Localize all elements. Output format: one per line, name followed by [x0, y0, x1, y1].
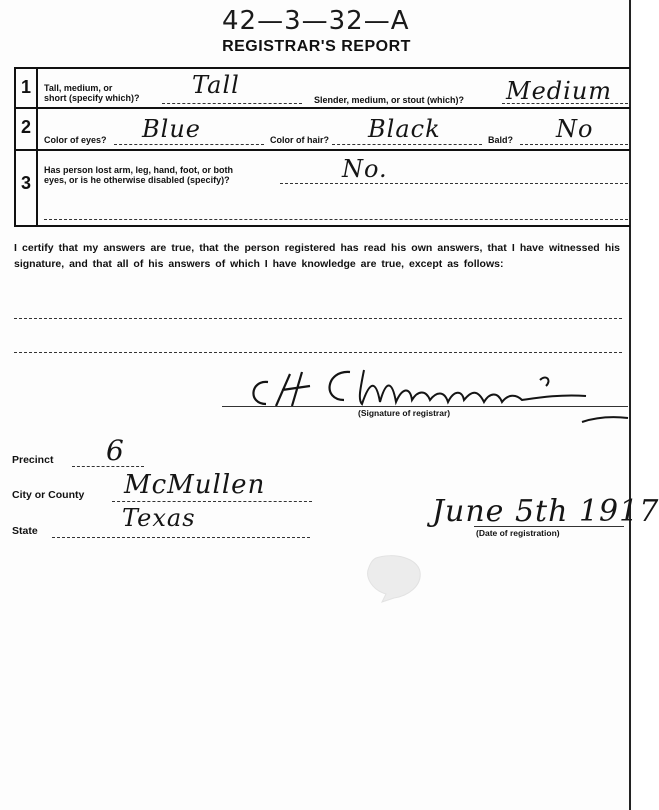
row2-hair-line	[332, 144, 482, 145]
row3-disability-label: Has person lost arm, leg, hand, foot, or both eyes, or is he otherwise disabled (specify)?	[44, 165, 234, 185]
exception-line-1	[14, 318, 622, 319]
signature-label: (Signature of registrar)	[358, 408, 451, 418]
row-divider	[16, 107, 630, 109]
row2-bald-line	[520, 144, 628, 145]
signature-line	[222, 406, 628, 407]
row2-bald-value: No	[556, 115, 594, 143]
precinct-label: Precinct	[12, 454, 54, 466]
paper-stain-icon	[364, 552, 424, 604]
row3-disability-value: No.	[342, 155, 388, 183]
date-label: (Date of registration)	[476, 528, 560, 538]
city-county-line	[112, 501, 312, 502]
row-number-3: 3	[20, 173, 31, 193]
row2-eyes-line	[114, 144, 264, 145]
row-number-1: 1	[20, 77, 31, 97]
registration-date-value: June 5th 1917	[432, 494, 659, 529]
row-number-2: 2	[20, 117, 31, 137]
description-table	[14, 67, 630, 227]
serial-number: 42—3—32—A	[222, 6, 410, 36]
exception-line-2	[14, 352, 622, 353]
row-divider	[16, 149, 630, 151]
city-county-label: City or County	[12, 489, 85, 501]
row1-build-value: Medium	[506, 77, 613, 105]
row2-eyes-value: Blue	[142, 115, 201, 143]
precinct-value: 6	[106, 434, 125, 467]
state-label: State	[12, 525, 38, 537]
row3-disability-line	[280, 183, 628, 184]
row1-height-label: Tall, medium, or short (specify which)?	[44, 83, 140, 103]
city-county-value: McMullen	[124, 470, 266, 500]
signature-flourish-icon	[580, 410, 630, 426]
row2-hair-value: Black	[368, 115, 441, 143]
row1-height-value: Tall	[192, 71, 240, 99]
row2-bald-label: Bald?	[488, 135, 514, 145]
state-line	[52, 537, 310, 538]
row1-height-line	[162, 103, 302, 104]
date-line	[474, 526, 624, 527]
row3-extra-line	[44, 219, 628, 220]
row2-hair-label: Color of hair?	[270, 135, 329, 145]
state-value: Texas	[122, 504, 196, 532]
report-title: REGISTRAR'S REPORT	[222, 38, 411, 55]
row-number-divider	[36, 69, 38, 225]
certification-text: I certify that my answers are true, that the person registered has read his own answers, that I have witnessed his signature, and that all of his answers of which I have knowledge are true, except as follows:	[14, 242, 620, 270]
row1-build-label: Slender, medium, or stout (which)?	[314, 95, 465, 105]
row2-eyes-label: Color of eyes?	[44, 135, 107, 145]
registrar-signature-text: E H C Newsome	[240, 360, 249, 361]
